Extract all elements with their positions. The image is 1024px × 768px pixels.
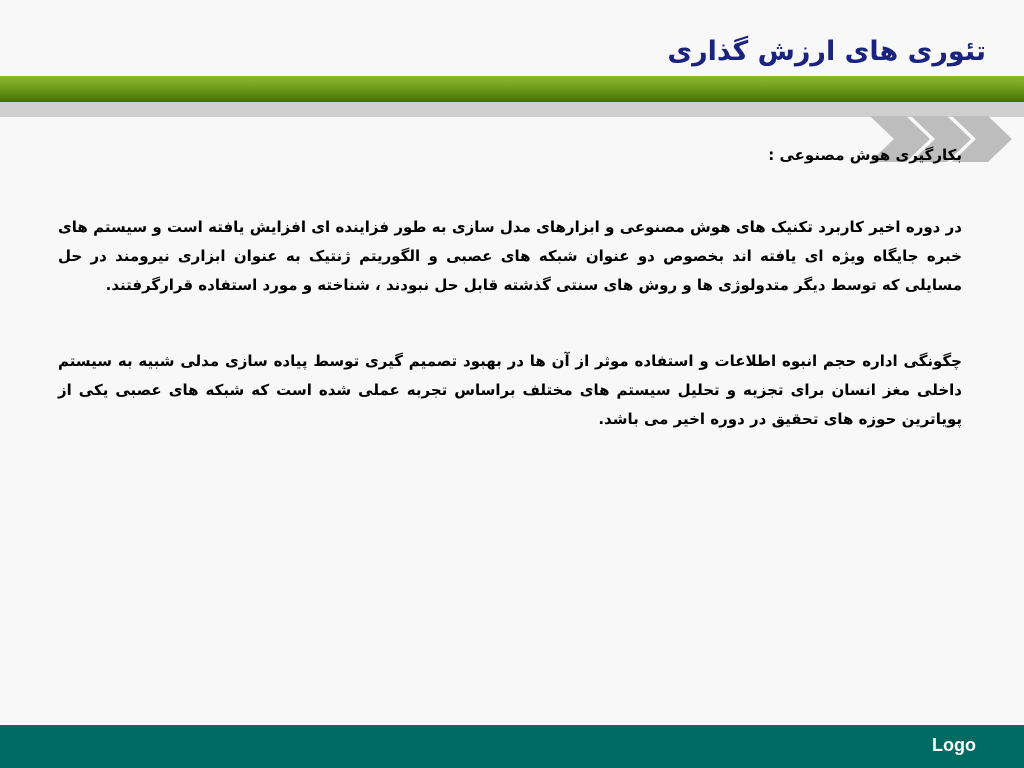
header-gray-bar — [0, 102, 1024, 117]
paragraph-neural-networks: چگونگی اداره حجم انبوه اطلاعات و استفاده موثر از آن ها در بهبود تصمیم گیری توسط پیاده سازی مدلی شبیه به سیستم داخلی مغز انسان برای تجزیه و تحلیل سیستم های مختلف براساس تجربه عملی شده است که شبکه های عصبی یکی از پویاترین حوزه های تحقیق در دوره اخیر می باشد. — [58, 352, 962, 428]
paragraph-ai-usage: در دوره اخیر کاربرد تکنیک های هوش مصنوعی و ابزارهای مدل سازی به طور فزاینده ای افزایش یافته است و سیستم های خبره جایگاه ویژه ای یافته اند بخصوص دو عنوان شبکه های عصبی و الگوریتم ژنتیک به عنوان ابزاری نیرومند در حل مسایلی که توسط دیگر متدولوژی ها و روش های سنتی گذشته قابل حل نبودند ، شناخته و مورد استفاده قرارگرفتند. — [58, 218, 962, 294]
footer-bar — [0, 725, 1024, 768]
header-green-bar — [0, 76, 1024, 102]
slide-body — [58, 141, 962, 434]
footer-logo: Logo — [932, 735, 976, 755]
section-heading: بکارگیری هوش مصنوعی : — [768, 146, 962, 164]
slide-title: تئوری های ارزش گذاری — [667, 36, 986, 67]
